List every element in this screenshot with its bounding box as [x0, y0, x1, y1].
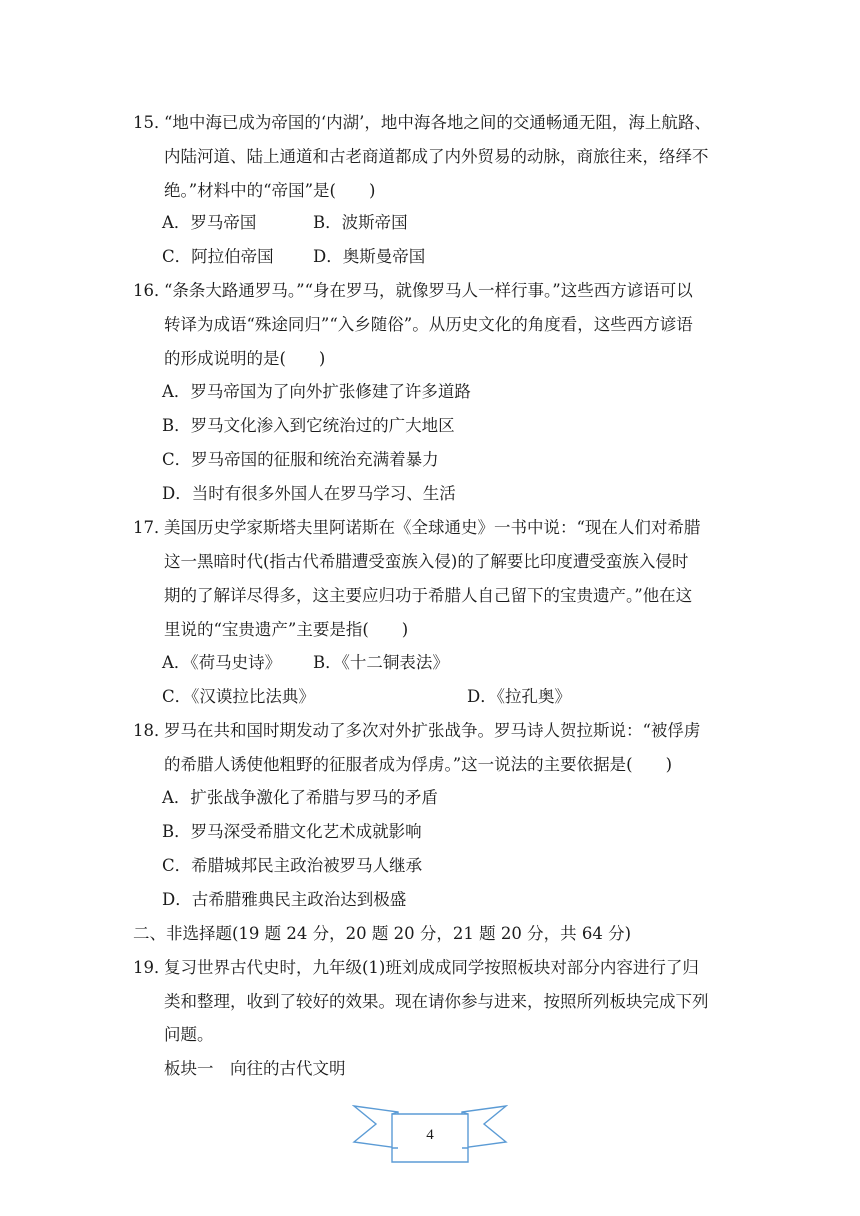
option-c: C．希腊城邦民主政治被罗马人继承: [162, 856, 423, 875]
question-number: 15．: [133, 113, 171, 132]
option-b: B．波斯帝国: [313, 213, 408, 232]
question-number: 18．: [133, 721, 171, 740]
option-c: C．《汉谟拉比法典》: [162, 687, 315, 706]
question-number: 16．: [133, 281, 171, 300]
option-b: B．罗马文化渗入到它统治过的广大地区: [162, 416, 455, 435]
exam-page: 15． “地中海已成为帝国的‘内湖’，地中海各地之间的交通畅通无阻，海上航路、 内陆河道、陆上通道和古老商道都成了内外贸易的动脉，商旅往来，络绎不 绝。”材料中的“帝国”是( ) A．罗马帝国 B．波斯帝国 C．阿拉伯帝国 D．奥斯曼帝国 16． “条条大路通罗马。”“身在罗马，就像罗马人一样行事。”这些西方谚语可以 转译为成语“殊途同归”“入乡随俗”。从历史文化的角度看，这些西方谚语 的形成说明的是( ) A．罗马帝国为了向外扩张修建了许多道路 B．罗马文化渗入到它统治过的广大地区 C．罗马帝国的征服和统治充满着暴力 D．当时有很多外国人在罗马学习、生活 17． 美国历史学家斯塔夫里阿诺斯在《全球通史》一书中说：“现在人们对希腊 这一黑暗时代(指古代希腊遭受蛮族入侵)的了解要比印度遭受蛮族入侵时 期的了解详尽得多，这主要应归功于希腊人自己留下的宝贵遗产。”他在这 里说的“宝贵遗产”主要是指( ) A．《荷马史诗》 B．《十二铜表法》 C．《汉谟拉比法典》 D．《拉孔奥》 18． 罗马在共和国时期发动了多次对外扩张战争。罗马诗人贺拉斯说：“被俘虏 的希腊人诱使他粗野的征服者成为俘虏。”这一说法的主要依据是( ) A．扩张战争激化了希腊与罗马的矛盾 B．罗马深受希腊文化艺术成就影响 C．希腊城邦民主政治被罗马人继承 D．古希腊雅典民主政治达到极盛 二、非选择题(19 题 24 分，20 题 20 分，21 题 20 分，共 64 分) 19． 复习世界古代史时，九年级(1)班刘成成同学按照板块对部分内容进行了归 类和整理，收到了较好的效果。现在请你参与进来，按照所列板块完成下列 问题。 板块一 向往的古代文明 4: [0, 0, 860, 1216]
option-c: C．罗马帝国的征服和统治充满着暴力: [162, 450, 439, 469]
option-d: D．《拉孔奥》: [467, 687, 571, 706]
question-number: 19．: [133, 958, 171, 977]
page-number: 4: [426, 1127, 434, 1143]
option-b: B．罗马深受希腊文化艺术成就影响: [162, 822, 422, 841]
option-a: A．扩张战争激化了希腊与罗马的矛盾: [162, 788, 438, 807]
option-a: A．《荷马史诗》: [162, 653, 282, 672]
option-a: A．罗马帝国为了向外扩张修建了许多道路: [162, 382, 471, 401]
option-d: D．古希腊雅典民主政治达到极盛: [162, 890, 407, 909]
option-a: A．罗马帝国: [162, 213, 257, 232]
question-number: 17．: [133, 518, 171, 537]
option-b: B．《十二铜表法》: [313, 653, 449, 672]
option-c: C．阿拉伯帝国: [162, 247, 274, 266]
option-d: D．当时有很多外国人在罗马学习、生活: [162, 484, 456, 503]
option-d: D．奥斯曼帝国: [313, 247, 426, 266]
page-footer: [352, 1104, 508, 1166]
